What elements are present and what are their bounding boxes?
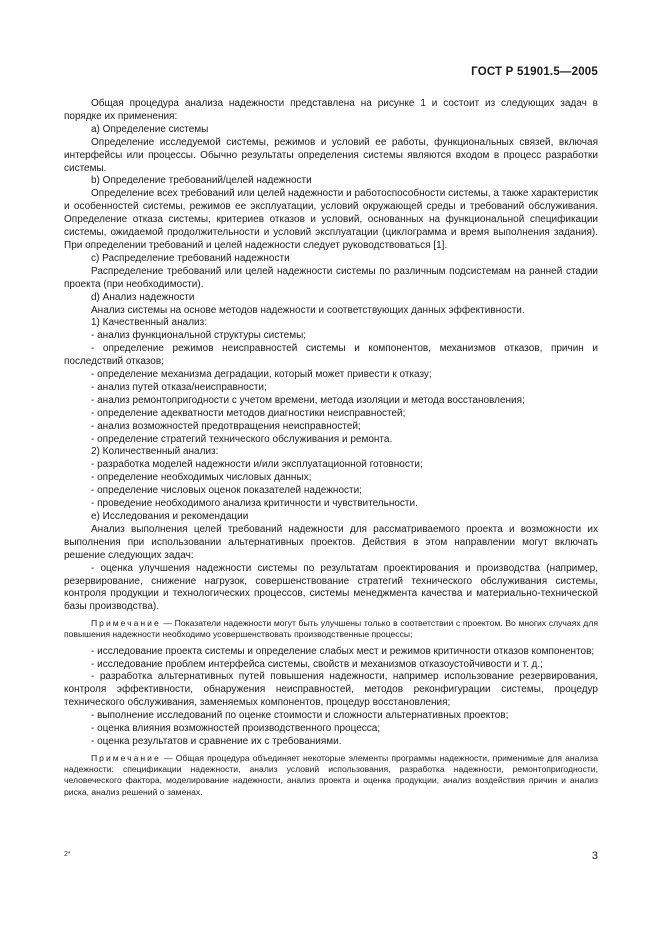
note-label: Примечание — [91, 752, 161, 763]
list-item: - анализ путей отказа/неисправности; — [91, 381, 267, 393]
paragraph: Определение всех требований или целей надежности и работоспособности системы, а также характеристик и особенностей системы, режимов ее эксплуатации, условий окружающей среды и требований обслуживания. Определение отказа системы, критериев отказов и условий, основанных на функциональной спецификации системы, ожидаемой продолжительности и условий эксплуатации (циклограмма и время выполнения задания). При определении требований и целей надежности следует руководствоваться [1]. — [64, 188, 598, 251]
list-item: - определение механизма деградации, который может привести к отказу; — [91, 369, 432, 381]
list-item: - определение адекватности методов диагностики неисправностей; — [91, 407, 406, 419]
note-label: Примечание — [91, 618, 161, 629]
standard-header: ГОСТ Р 51901.5—2005 — [471, 66, 598, 78]
list-item: - исследование проекта системы и определение слабых мест и режимов критичности отказов компонентов; — [91, 645, 595, 657]
note-text: — Общая процедура объединяет некоторые элементы программы надежности, применимые для анализа надежности: спецификации надежности, анализ условий использования, разработка надежности, ремонтопригодности, человеческого фактора, моделирование надежности, анализ проекта и оценка продукции, анализ воздействия причин и анализ риска, анализ решений о заменах. — [64, 752, 598, 797]
list-item: - анализ функциональной структуры системы; — [91, 330, 307, 342]
note-2 — [64, 753, 598, 798]
list-item: - определение необходимых числовых данных; — [91, 472, 312, 484]
subsection-heading: 1) Качественный анализ: — [91, 317, 207, 329]
list-item: - оценка результатов и сравнение их с требованиями. — [91, 736, 342, 747]
paragraph: Распределение требований или целей надежности системы по различным подсистемам на ранней стадии проекта (при необходимости). — [64, 265, 598, 290]
note-text: — Показатели надежности могут быть улучшены только в соответствии с проектом. Во многих случаях для повышения надежности необходимо усовершенствовать производственные процессы; — [64, 618, 598, 640]
section-heading: e) Исследования и рекомендации — [91, 511, 249, 522]
list-item: - проведение необходимого анализа критичности и чувствительности. — [91, 498, 418, 510]
page-number: 3 — [591, 850, 598, 862]
section-heading: b) Определение требований/целей надежности — [91, 175, 312, 187]
list-item: - разработка моделей надежности и/или эксплуатационной готовности; — [91, 459, 423, 471]
subsection-heading: 2) Количественный анализ: — [91, 446, 219, 458]
list-item: - определение режимов неисправностей системы и компонентов, механизмов отказов, причин и последствий отказов; — [64, 343, 598, 368]
list-item: - анализ ремонтопригодности с учетом времени, метода изоляции и метода восстановления; — [91, 394, 525, 406]
list-item: - оценка влияния возможностей производственного процесса; — [91, 723, 381, 735]
list-item: - выполнение исследований по оценке стоимости и сложности альтернативных проектов; — [91, 710, 509, 722]
paragraph: Определение исследуемой системы, режимов и условий ее работы, функциональных связей, включая интерфейсы или процессы. Обычно результаты определения системы являются входом в процесс разработки системы. — [64, 136, 598, 174]
section-heading: c) Распределение требований надежности — [91, 252, 290, 264]
list-item: - определение стратегий технического обслуживания и ремонта. — [91, 433, 393, 445]
list-item: - анализ возможностей предотвращения неисправностей; — [91, 420, 361, 432]
list-item: - определение числовых оценок показателей надежности; — [91, 485, 362, 497]
list-item: - оценка улучшения надежности системы по результатам проектирования и производства (например, резервирование, снижение нагрузок, совершенствование стратегий технического обслуживания системы, контроля продукции и технологических процессов, системы менеджмента качества и материально-технической базы производства). — [64, 562, 598, 613]
paragraph: Общая процедура анализа надежности представлена на рисунке 1 и состоит из следующих задач в порядке их применения: — [64, 98, 598, 122]
paragraph: Анализ выполнения целей требований надежности для рассматриваемого проекта и возможности их выполнения при использовании альтернативных проектов. Действия в этом направлении могут включать решение следующих задач: — [64, 523, 598, 561]
section-heading: a) Определение системы — [91, 123, 209, 135]
list-item: - исследование проблем интерфейса системы, свойств и механизмов отказоустойчивости и т. д.; — [91, 658, 543, 670]
paragraph: Анализ системы на основе методов надежности и соответствующих данных эффективности. — [91, 304, 525, 316]
section-heading: d) Анализ надежности — [91, 291, 195, 303]
note-1 — [64, 618, 598, 640]
sheet-mark: 2* — [64, 851, 71, 858]
document-body — [64, 98, 598, 803]
list-item: - разработка альтернативных путей повышения надежности, например использование резервирования, контроля эффективности, обнаружения неисправностей, методов реконфигурации системы, процедур технического обслуживания, заменяемых компонентов, процедур восстановления; — [64, 671, 598, 709]
